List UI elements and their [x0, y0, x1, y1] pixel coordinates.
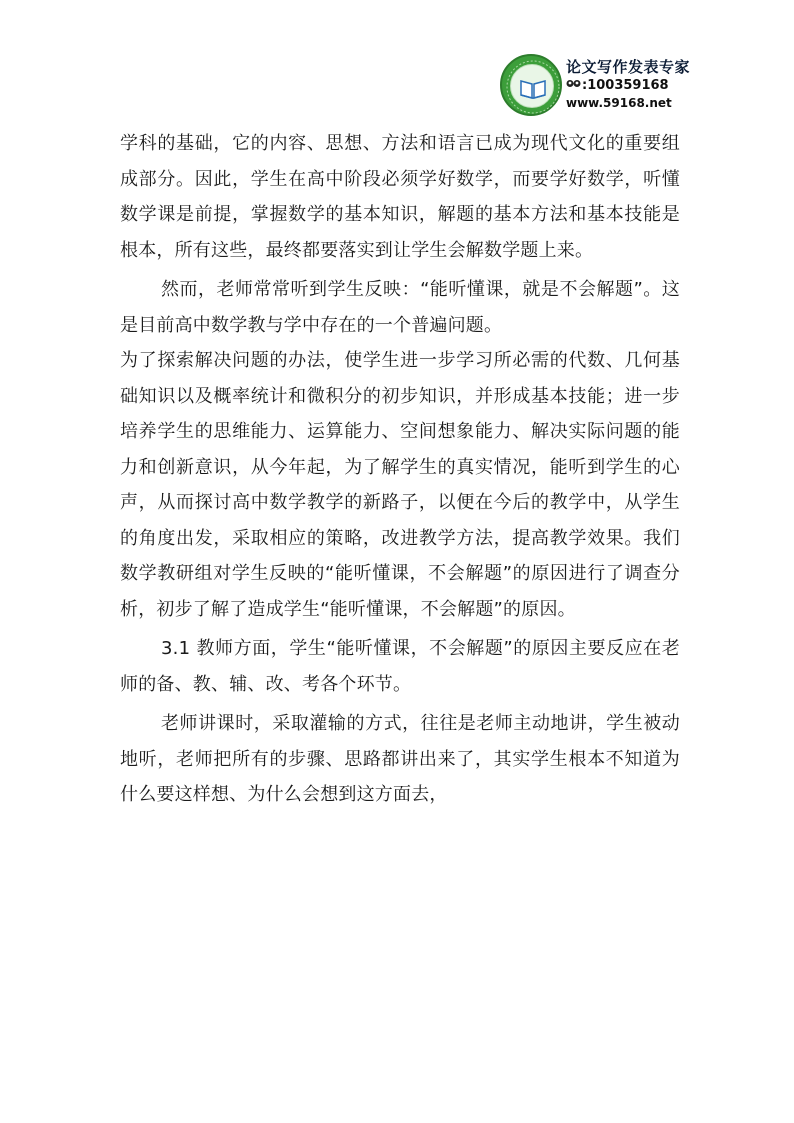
watermark-logo — [500, 54, 691, 116]
book-seal-icon — [500, 54, 562, 116]
paragraph: 为了探索解决问题的办法，使学生进一步学习所必需的代数、几何基础知识以及概率统计和微积分的初步知识，并形成基本技能；进一步培养学生的思维能力、运算能力、空间想象能力、解决实际问题的能力和创新意识，从今年起，为了解学生的真实情况，能听到学生的心声，从而探讨高中数学教学的新路子，以便在今后的教学中，从学生的角度出发，采取相应的策略，改进教学方法，提高教学效果。我们数学教研组对学生反映的“能听懂课，不会解题”的原因进行了调查分析，初步了解了造成学生“能听懂课，不会解题”的原因。 — [120, 350, 680, 620]
watermark-url: www.59168.net — [566, 96, 672, 110]
paragraph: 老师讲课时，采取灌输的方式，往往是老师主动地讲，学生被动地听，老师把所有的步骤、思路都讲出来了，其实学生根本不知道为什么要这样想、为什么会想到这方面去， — [120, 713, 680, 805]
paragraph: 然而，老师常常听到学生反映：“能听懂课，就是不会解题”。这是目前高中数学教与学中存在的一个普遍问题。 — [120, 279, 680, 336]
paragraph: 学科的基础，它的内容、思想、方法和语言已成为现代文化的重要组成部分。因此，学生在高中阶段必须学好数学，而要学好数学，听懂数学课是前提，掌握数学的基本知识，解题的基本方法和基本技能是根本，所有这些，最终都要落实到让学生会解数学题上来。 — [120, 133, 680, 261]
paragraph: 3.1 教师方面，学生“能听懂课，不会解题”的原因主要反应在老师的备、教、辅、改、考各个环节。 — [120, 638, 680, 695]
watermark-qq — [566, 78, 669, 93]
qq-icon — [566, 78, 581, 93]
watermark-qq-number: :100359168 — [582, 78, 669, 93]
watermark-title: 论文写作发表专家 — [566, 58, 691, 76]
document-body — [120, 126, 680, 813]
